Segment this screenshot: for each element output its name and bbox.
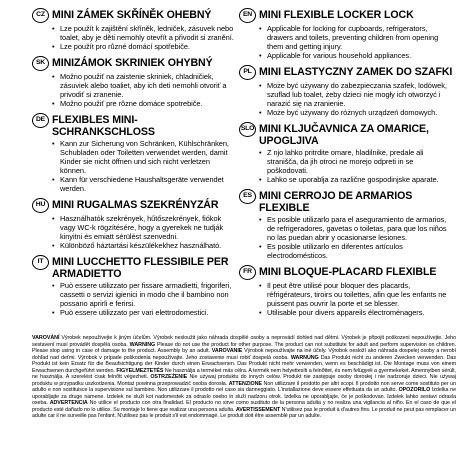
- bullet-list: [52, 72, 237, 108]
- section-title: MINI BLOQUE-PLACARD FLEXIBLE: [259, 266, 437, 278]
- warning-heading: WARNUNG: [290, 354, 319, 361]
- section-sk: [32, 56, 237, 108]
- section-header: [32, 56, 237, 71]
- warning-body: Non utilizzare il prodotto per altri scopi. Il prodotto non serve come sostituto per un adulto e non sostituisce la supervisione sul bambino. Non utilizzare il prodotto nel caso sia danneggiato. L'installazione deve essere effettuata da un adulto.: [32, 380, 457, 393]
- warning-body: Izdelka ne uporabljajte za druge namene. Izdelek ne služi kot nadomestek za odraslo osebo in služi nadzoru otrok. Izdelka ne uporabljajte, če je poškodovan. Izdelek lahko sestavi odrasla oseba.: [32, 387, 456, 406]
- bullet-item: • Es posible utilizarlo en diferentes artículos electrodomésticos.: [259, 242, 454, 260]
- warning-heading: VAROVÁNÍ: [32, 335, 60, 341]
- section-hu: [32, 198, 237, 250]
- section-fr: [239, 265, 454, 317]
- section-title: MINIZÁMOK SKRINIEK OHYBNÝ: [52, 57, 213, 69]
- warning-heading: WARNING: [129, 341, 156, 348]
- language-badge: SK: [32, 56, 49, 71]
- warning-heading: VAROVANIE: [211, 348, 243, 354]
- bullet-item: • Kann zur Sicherung von Schränken, Kühlschränken, Schubladen oder Toiletten verwendet werden, damit Kinder sie nicht öffnen und sich nicht verletzen können.: [52, 139, 237, 175]
- warning-heading: OSTRZEŻENIE: [150, 374, 188, 380]
- section-pl: [239, 65, 454, 117]
- section-en: [239, 8, 454, 60]
- language-badge: HU: [32, 198, 49, 213]
- warning-heading: OPOZORILO: [398, 387, 431, 393]
- bullet-list: [259, 24, 454, 60]
- section-header: [32, 8, 237, 23]
- section-title: MINI FLEXIBLE LOCKER LOCK: [259, 9, 414, 21]
- bullet-item: • Może być używany do zabezpieczania szafek, lodówek, szuflad lub toalet, żeby dzieci nie mogły ich otworzyć i narazić się na zranienie.: [259, 81, 454, 108]
- section-title: MINI CERROJO DE ARMARIOS FLEXIBLE: [259, 190, 413, 214]
- section-slo: [239, 122, 454, 184]
- bullet-item: • Applicable for locking for cupboards, refrigerators, drawers and toilets, preventing children from opening them and getting injury.: [259, 24, 454, 51]
- warning-body: Výrobok nepoužívajte na iné účely. Výrobok nesloží ako náhrada dospelej osoby a nerobí dohľad nad deťmi. Výrobok v prípade poškodenia nepoužívajte. Jeho zostavenie musí robiť dospelá osoba.: [32, 348, 456, 361]
- warning-body: Výrobek nepoužívejte k jiným účelům. Výrobek nesloužit jako náhrada dospělé osoby a neprovádí dohled nad dětmi. Výrobek je připojit poškozeni nepoužívejte. Jeho sestavení musí provádět dospělá osoba.: [32, 335, 456, 348]
- bullet-list: [259, 81, 454, 117]
- warning-body: Nie używaj produktu do innych celów. Produkt nie zastępuje osoby dorosłej i nie nadzoruje dzieci. Nie używaj produktu w przypadku uszkodzenia. Montaż powinna przeprowadzić osoba dorosła.: [32, 374, 456, 387]
- bullet-item: • Applicable for various household appliances.: [259, 51, 454, 60]
- warning-body: Das Produkt nicht zu anderen Zwecken verwenden. Das Produkt ist kein Ersatz für die Beaufsichtigung der Kinder durch einen Erwachsenen. Das Produkt nicht mehr verwenden, wenn es beschädigt ist. Die Montage muss von einem Erwachsenen durchgeführt werden.: [32, 354, 456, 374]
- section-de: [32, 113, 237, 193]
- section-header: [239, 8, 454, 23]
- warning-body: Ne használja a terméket más célra. A termék nem helyettesíti a felnőttet, és nem felügyeli a gyermekeket. Amennyiben sérült, ne használja. A szerelést csak felnőtt végezheti.: [32, 367, 456, 380]
- section-title: MINI LUCCHETTO FLESSIBILE PER ARMADIETTO: [52, 256, 229, 280]
- bullet-list: [52, 281, 237, 317]
- language-badge: ES: [239, 189, 256, 204]
- bullet-item: • Utilisable pour divers appareils électroménagers.: [259, 308, 454, 317]
- bullet-list: [52, 139, 237, 193]
- section-header: [32, 198, 237, 213]
- warning-body: N'utilisez pas le produit à d'autres fins. Le produit ne peut pas remplacer un adulte car il ne surveille pas l'enfant. N'utilisez pas le produit s'il est endommagé. Le produit doit être assemblé par un adulte.: [32, 406, 456, 419]
- language-badge: EN: [239, 8, 256, 23]
- section-it: [32, 255, 237, 317]
- bullet-item: • Può essere utilizzato per fissare armadietti, frigoriferi, cassetti o servizi igienici in modo che il bambino non possano aprirli e ferirsi.: [52, 281, 237, 308]
- section-title: MINI KLJUČAVNICA ZA OMARICE, UPOGLJIVA: [259, 123, 429, 147]
- section-header: [239, 122, 454, 147]
- bullet-item: • Lahko se uporablja za različne gospodinjske aparate.: [259, 175, 454, 184]
- bullet-list: [52, 24, 237, 51]
- warning-heading: FIGYELMEZTETÉS: [116, 367, 164, 374]
- bullet-item: • Es posible utilizarlo para el aseguramiento de armarios, de refrigeradores, gavetas o toiletas, para que los niños no las puedan abrir y ocasionarse lesiones.: [259, 215, 454, 242]
- bullet-item: • Z njo lahko pritrdite omare, hladilnike, predale ali stranišča, da jih otroci ne morejo odpreti in se poškodovati.: [259, 148, 454, 175]
- section-header: [239, 265, 454, 280]
- language-badge: IT: [32, 255, 49, 270]
- bullet-list: [259, 148, 454, 184]
- language-badge: FR: [239, 265, 256, 280]
- section-header: [239, 189, 454, 214]
- warning-heading: AVERTISSEMENT: [235, 406, 281, 413]
- warning-body: Please do not use the product for other purpose. The product can not substitute for adult and perform supervision on children. Please stop using in case of damage to the product. Assembly by an adult.: [32, 341, 456, 354]
- warning-heading: ATTENZIONE: [228, 380, 262, 387]
- warning-text: [32, 335, 456, 420]
- language-badge: SLO: [239, 122, 256, 137]
- warning-body: No utilice el producto con otra finalidad. El producto no sirve como sustituto de la persona adulta y no realiza una vigilancia al niño. En el caso de que el producto esté dañado no lo utilice. Su montaje lo tiene que realizar una persona adulta.: [32, 400, 456, 413]
- bullet-item: • Lze použít pro různé domácí spotřebiče.: [52, 42, 237, 51]
- bullet-item: • Lze použít k zajištění skříněk, ledniček, zásuvek nebo toalet, aby je děti nemohly otevřít a přivodit si zranění.: [52, 24, 237, 42]
- section-cz: [32, 8, 237, 51]
- bullet-item: • Kann für verschiedene Haushaltsgeräte verwendet werden.: [52, 175, 237, 193]
- bullet-item: • Il peut être utilisé pour bloquer des placards, réfrigérateurs, tiroirs ou toilettes, afin que les enfants ne puissent pas ouvrir la porte et se blesser.: [259, 281, 454, 308]
- warning-heading: ADVERTENCIA: [49, 400, 88, 406]
- bullet-list: [52, 214, 237, 250]
- language-badge: PL: [239, 65, 256, 80]
- right-column: [239, 8, 454, 322]
- section-header: [32, 113, 237, 138]
- section-title: FLEXIBLES MINI-SCHRANKSCHLOSS: [52, 114, 155, 138]
- section-es: [239, 189, 454, 260]
- bullet-item: • Może być używany do różnych urządzeń domowych.: [259, 108, 454, 117]
- section-title: MINI ELASTYCZNY ZAMEK DO SZAFKI: [259, 66, 453, 78]
- section-header: [239, 65, 454, 80]
- section-title: MINI RUGALMAS SZEKRÉNYZÁR: [52, 199, 219, 211]
- language-badge: CZ: [32, 8, 49, 23]
- bullet-item: • Különböző háztartási készülékekhez használható.: [52, 241, 237, 250]
- bullet-item: • Možno použiť pre rôzne domáce spotrebiče.: [52, 99, 237, 108]
- bullet-item: • Használhatók szekrények, hűtőszekrények, fiókok vagy WC-k rögzítésére, hogy a gyerekek ne tudják kinyitni és emiatt sérülést szenvedni.: [52, 214, 237, 241]
- section-header: [32, 255, 237, 280]
- language-badge: DE: [32, 113, 49, 128]
- section-title: MINI ZÁMEK SKŘÍNĚK OHEBNÝ: [52, 9, 212, 21]
- bullet-item: • Možno použiť na zaistenie skriniek, chladničiek, zásuviek alebo toaliet, aby ich deti nemohli otvoriť a privodiť si zranenie.: [52, 72, 237, 99]
- bullet-item: • Può essere utilizzato per vari elettrodomestici.: [52, 308, 237, 317]
- bullet-list: [259, 281, 454, 317]
- left-column: [32, 8, 237, 322]
- bullet-list: [259, 215, 454, 260]
